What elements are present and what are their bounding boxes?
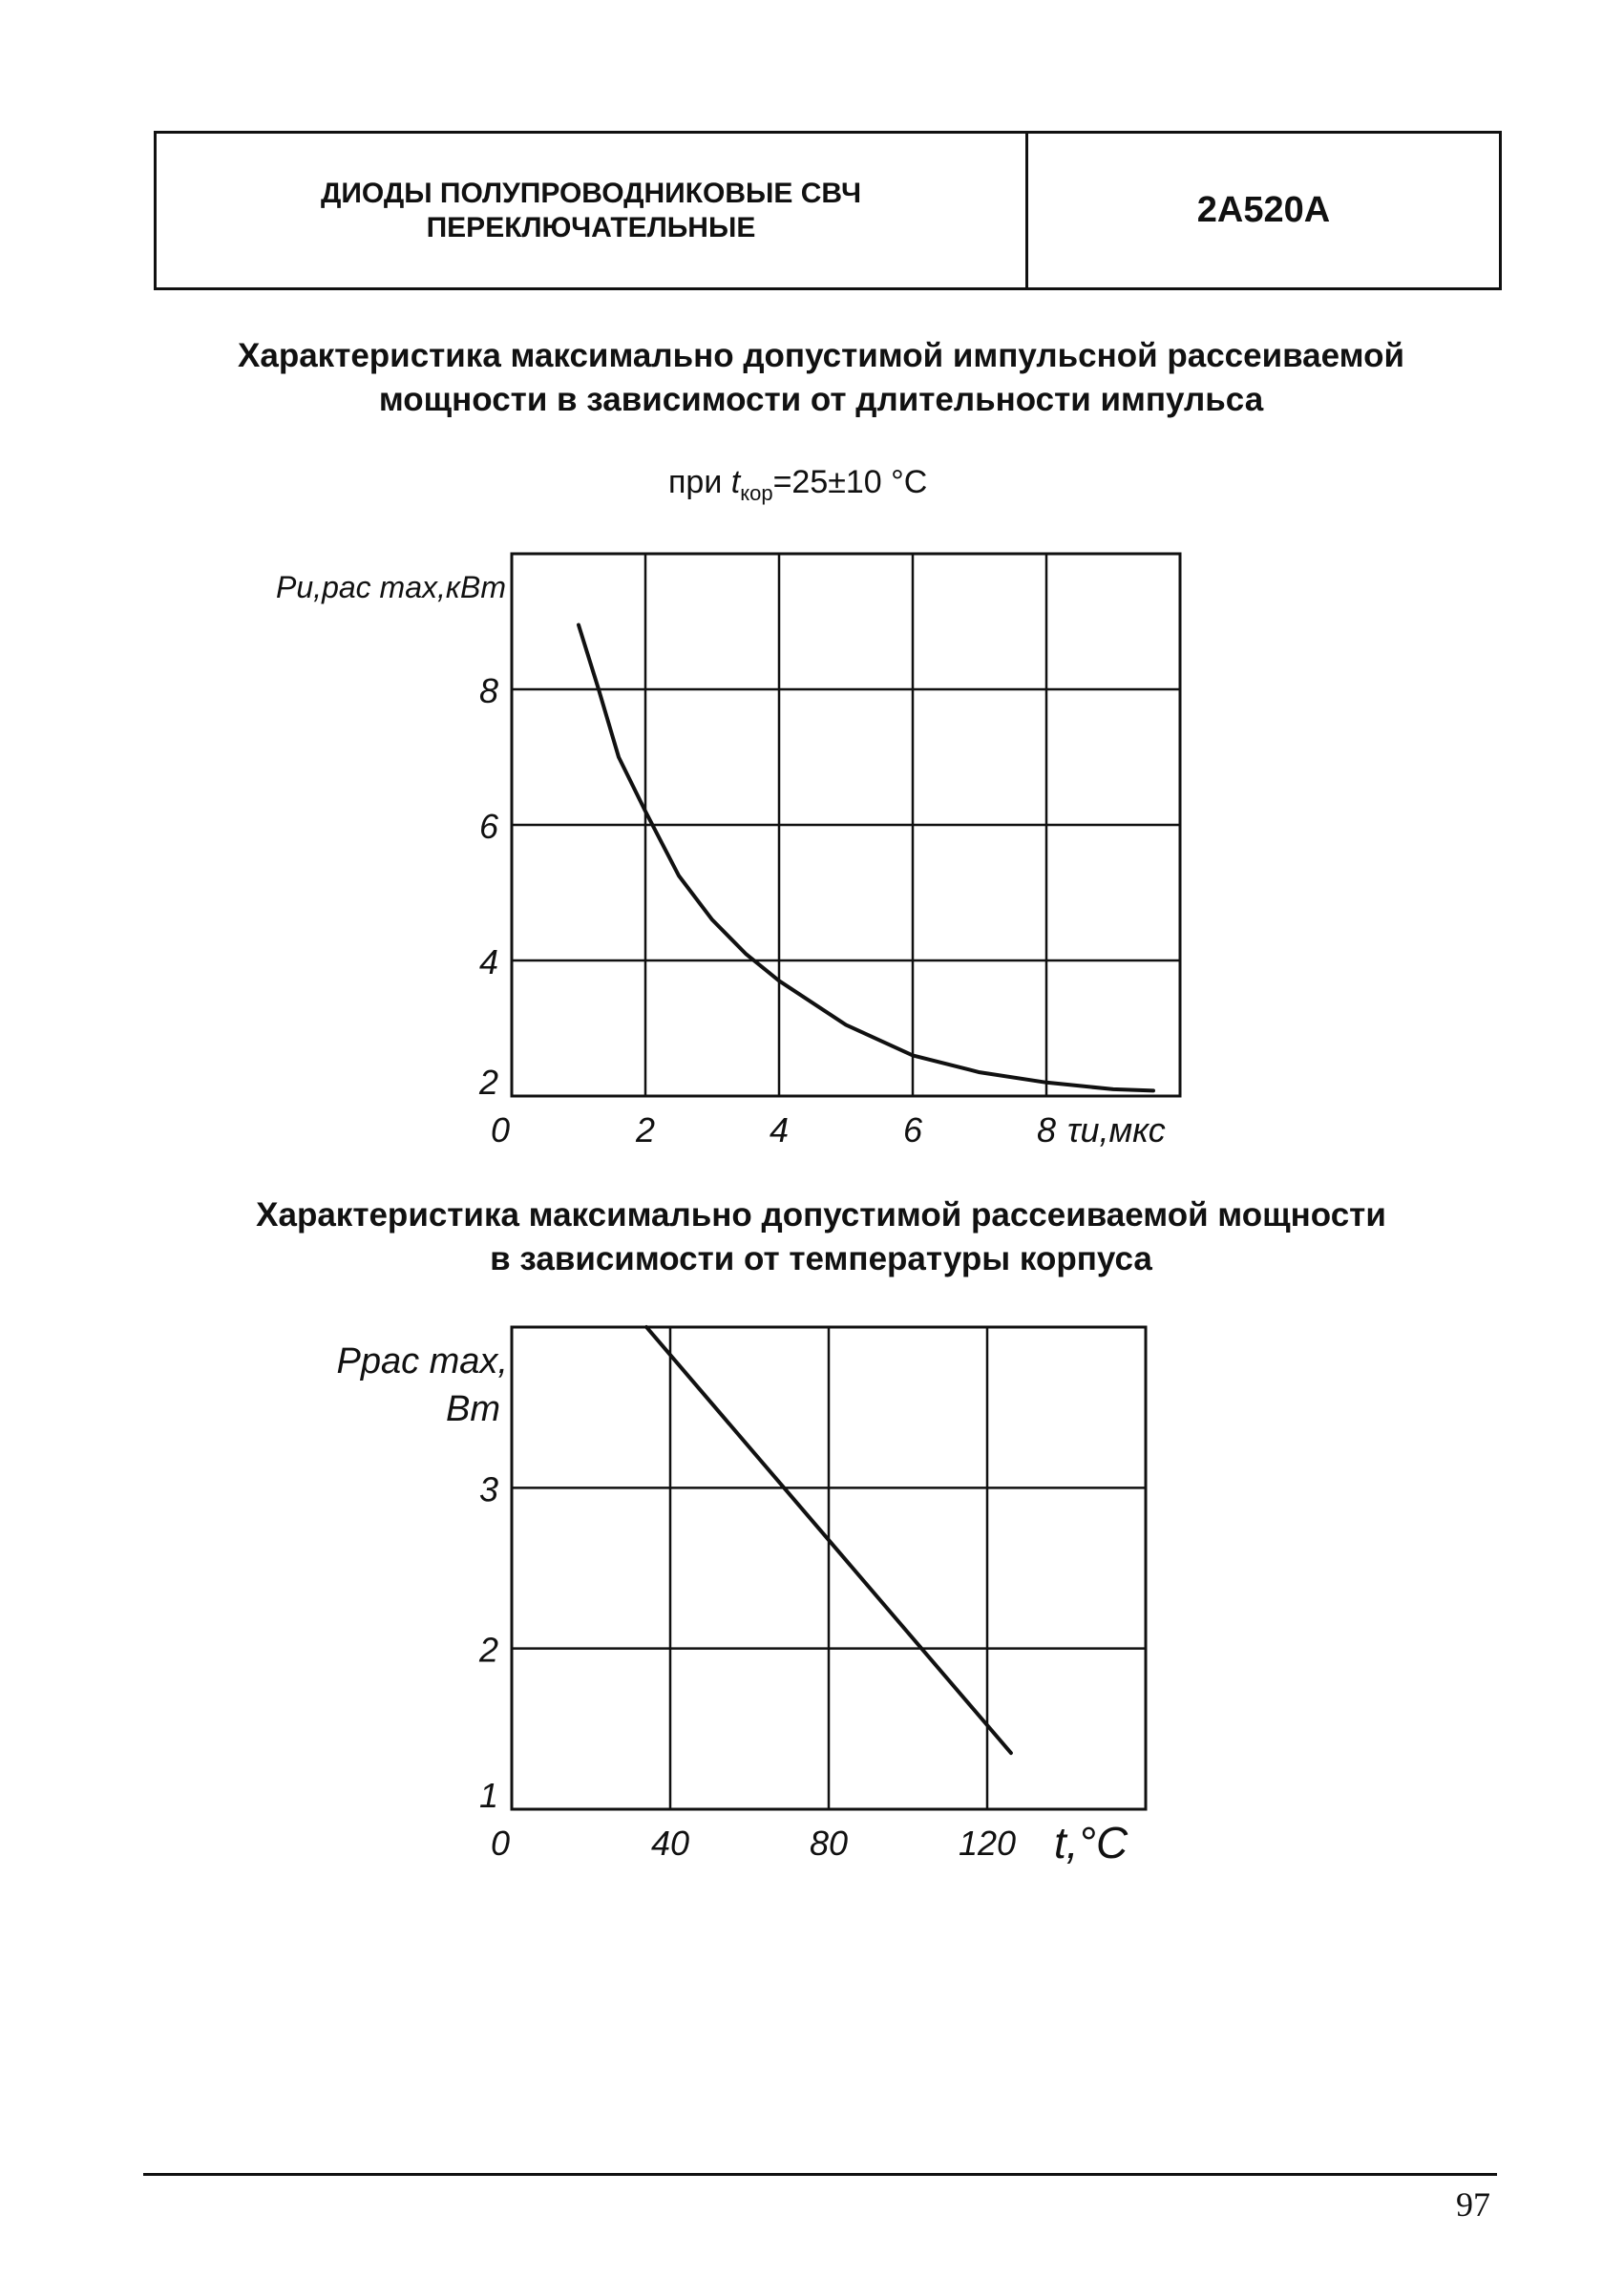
y-axis-label: Pи,рас max,кВт [276, 570, 506, 604]
condition-t: t [730, 464, 741, 500]
y-tick-label: 6 [478, 807, 498, 846]
header-part-number: 2А520А [1196, 190, 1331, 230]
page-number: 97 [1456, 2185, 1490, 2224]
condition-sub: кор [740, 480, 773, 505]
y-axis-label-line2: Вт [446, 1389, 500, 1429]
x-tick-label: 80 [809, 1824, 849, 1863]
x-axis-label: t,°С [1054, 1818, 1128, 1867]
x-axis-label: τи,мкс [1067, 1110, 1166, 1150]
header-category: ДИОДЫ ПОЛУПРОВОДНИКОВЫЕ СВЧ ПЕРЕКЛЮЧАТЕЛЬНЫЕ [157, 134, 1028, 287]
x-tick-label: 6 [902, 1110, 923, 1150]
x-tick-label: 40 [650, 1824, 690, 1863]
y-tick-label: 1 [478, 1776, 498, 1815]
chart1-title: Характеристика максимально допустимой импульсной рассеиваемой мощности в зависимости от длительности импульса [238, 337, 1404, 418]
y-tick-label: 2 [478, 1063, 498, 1102]
x-tick-label: 120 [958, 1824, 1017, 1863]
footer-rule [143, 2173, 1497, 2176]
chart2-title: Характеристика максимально допустимой рассеиваемой мощности в зависимости от температуры корпуса [256, 1196, 1386, 1277]
x-tick-label: 0 [490, 1824, 511, 1863]
y-tick-label: 3 [478, 1469, 498, 1509]
condition-suffix: =25±10 °С [772, 464, 928, 500]
y-tick-label: 8 [478, 671, 498, 710]
x-tick-label: 8 [1036, 1110, 1057, 1150]
y-axis-label-line1: Pрас max, [336, 1341, 508, 1382]
y-tick-label: 4 [478, 942, 498, 981]
condition-prefix: при [668, 464, 731, 500]
x-tick-label: 0 [490, 1110, 511, 1150]
x-tick-label: 2 [635, 1110, 656, 1150]
y-tick-label: 2 [478, 1630, 498, 1670]
x-tick-label: 4 [769, 1110, 790, 1150]
